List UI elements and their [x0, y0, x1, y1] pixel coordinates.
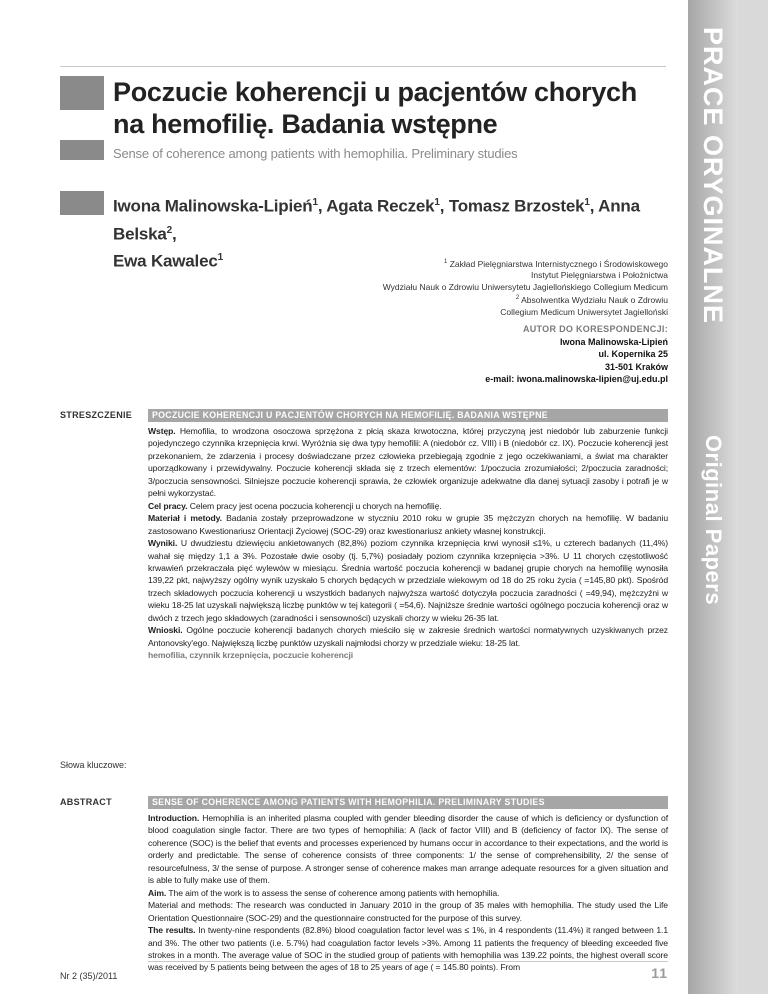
author-affil-sup: 1 [584, 197, 590, 208]
bottom-rule [148, 961, 668, 962]
issue-number: Nr 2 (35)/2011 [60, 971, 118, 981]
affiliation-line: Instytut Pielęgniarstwa i Położnictwa [530, 270, 668, 281]
author-affil-sup: 1 [217, 252, 223, 264]
affiliations: $^1$ Zakład Pielęgniarstwa Internistycznego i Środowiskowego Instytut Pielęgniarstwa i Położnictwa Wydziału Nauk o Zdrowiu Uniwersytetu Jagiellońskiego Collegium Medicum $^2$ Absolwentka Wydziału Nauk o Zdrowiu Collegium Medicum Uniwersytet Jagielloński [248, 257, 668, 318]
article-title [113, 76, 673, 140]
streszczenie-label: STRESZCZENIE [60, 410, 133, 420]
page-number: 11 [651, 965, 668, 981]
methods-text: Material and methods: The research was conducted in January 2010 in the group of 35 males with hemophilia. The study used the Life Orientation Questionnaire (SOC-29) and the questionnaire constructed for the purpose of this survey. [148, 900, 668, 923]
top-rule [60, 66, 666, 67]
wnioski-text: Ogólne poczucie koherencji badanych chorych mieściło się w zakresie średnich wartości normatywnych uzyskiwanych przez Antonovsky'ego. Największą liczbę punktów uzyskali najmłodsi chorzy w przedziale wieku: 18-25 lat. [148, 625, 668, 648]
authors-block-marker [60, 191, 104, 215]
streszczenie-heading: POCZUCIE KOHERENCJI U PACJENTÓW CHORYCH NA HEMOFILIĘ. BADANIA WSTĘPNE [148, 409, 668, 422]
affiliation-line: Zakład Pielęgniarstwa Internistycznego i Środowiskowego [447, 258, 668, 269]
side-band [688, 0, 768, 994]
author-name: Ewa Kawalec [113, 251, 218, 271]
article-subtitle: Sense of coherence among patients with hemophilia. Preliminary studies [113, 146, 518, 161]
title-line-2: na hemofilię. Badania wstępne [113, 109, 498, 139]
aim-text: The aim of the work is to assess the sense of coherence among patients with hemophilia. [166, 887, 500, 898]
abstract-label: ABSTRACT [60, 797, 112, 807]
author-list: Iwona Malinowska-Lipień$^1$, Agata Reczek$^1$, Tomasz Brzostek$^1$, Anna Belska$^2$, Ewa Kawalec$^1$ [113, 196, 640, 271]
wstep-text: Hemofilia, to wrodzona osoczowa sprzężona z płcią skaza krwotoczna, której przyczyną jest niedobór lub zaburzenie funkcji pojedynczego czynnika krzepnięcia krwi. Wyróżnia się dwa typy hemofilii: A (niedobór cz. VIII) i B (niedobór cz. IX). Poczucie koherencji jest przekonaniem, że zdarzenia i procesy doświadczane przez człowieka przebiegają zgodnie z jego oczekiwaniami, a świat ma charakter uporządkowany i przewidywalny. Poczucie koherencji składa się z trzech elementów: 1/poczucia zrozumiałości; 2/poczucia zaradności; 3/poczucia sensowności. Silniejsze poczucie koherencji sprawia, że człowiek organizuje adekwatne dla danej sytuacji zasoby i potrafi je w pełni wykorzystać. [148, 426, 668, 499]
author-name: Iwona Malinowska-Lipień [113, 196, 313, 216]
author-name: Tomasz Brzostek [448, 196, 585, 216]
correspondence-email[interactable]: e-mail: iwona.malinowska-lipien@uj.edu.pl [485, 374, 668, 384]
correspondence-street: ul. Kopernika 25 [598, 349, 668, 359]
abstract-body: Introduction. Hemophilia is an inherited plasma coupled with gender bleeding disorder the cause of which is deficiency or dysfunction of blood coagulation single factor. There are two types of hemophilia: A (lack of factor VIII) and B (deficiency of factor IX). The sense of coherence (SOC) is the belief that events and processes experienced by humans occur in accordance to their expectations, and the world is orderly and predictable. The sense of coherence consists of three components: 1/ the sense of comprehensibility, 2/ the sense of resourcefulness, 3/ the sense of purpose. A stronger sense of coherence makes man arrange adequate resources for a given situation and is able to fully make use of them. Aim. The aim of the work is to assess the sense of coherence among patients with hemophilia. Material and methods: The research was conducted in January 2010 in the group of 35 males with hemophilia. The study used the Life Orientation Questionnaire (SOC-29) and the questionnaire constructed for the purpose of this survey. The results. In twenty-nine respondents (82.8%) blood coagulation factor level was ≤ 1%, in 4 respondents (11.4%) it ranged between 1.1 and 3%. The other two patients (i.e. 5.7%) had coagulation factor levels >3%. Among 11 patients the frequency of bleeding exceeded five strokes in a month. The average value of SOC in the studied group of patients with hemophilia was 139.22 points, the highest overall score was received by 5 patients being between the ages of 18 to 25 years of age ( = 145.80 points). From [148, 813, 668, 973]
author-affil-sup: 1 [434, 197, 440, 208]
correspondence-block [368, 323, 668, 386]
cel-text: Celem pracy jest ocena poczucia koherencji u chorych na hemofilię. [187, 500, 442, 511]
title-block-marker [60, 76, 104, 110]
title-line-1: Poczucie koherencji u pacjentów chorych [113, 77, 637, 107]
keywords-label: Słowa kluczowe: [60, 760, 127, 770]
streszczenie-body: Wstęp. Hemofilia, to wrodzona osoczowa sprzężona z płcią skaza krwotoczna, której przyczyną jest niedobór lub zaburzenie funkcji pojedynczego czynnika krzepnięcia krwi. Wyróżnia się dwa typy hemofilii: A (niedobór cz. VIII) i B (niedobór cz. IX). Poczucie koherencji jest przekonaniem, że zdarzenia i procesy doświadczane przez człowieka przebiegają zgodnie z jego oczekiwaniami, a świat ma charakter uporządkowany i przewidywalny. Poczucie koherencji składa się z trzech elementów: 1/poczucia zrozumiałości; 2/poczucia zaradności; 3/poczucia sensowności. Silniejsze poczucie koherencji sprawia, że człowiek organizuje adekwatne dla danej sytuacji zasoby i potrafi je w pełni wykorzystać. Cel pracy. Celem pracy jest ocena poczucia koherencji u chorych na hemofilię. Materiał i metody. Badania zostały przeprowadzone w styczniu 2010 roku w grupie 35 mężczyzn chorych na hemofilię. W badaniu zastosowano Kwestionariusz Orientacji Życiowej (SOC-29) oraz kwestionariusz ankiety własnej konstrukcji. Wyniki. U dwudziestu dziewięciu ankietowanych (82,8%) poziom czynnika krzepnięcia krwi wynosił ≤1%, u czterech badanych (11,4%) wahał się między 1,1 a 3%. Pozostałe dwie osoby (tj. 5,7%) posiadały poziom czynnika krzepnięcia >3%. U 11 chorych częstotliwość krwawień przekraczała pięć wylewów w miesiącu. Średnia wartość poczucia koherencji w badanej grupie chorych na hemofilię wynosiła 139,22 pkt, najwyższy ogólny wynik uzyskało 5 chorych będących w przedziale wiekowym od 18 do 25 roku życia ( =145,80 pkt). Spośród trzech składowych poczucia koherencji u wszystkich badanych najwyższa wartość dotyczyła poczucia zaradności ( =49,94), mężczyźni w wieku 18-25 lat uzyskali największą liczbę punktów w tej kategorii ( =54,6). Najniższe średnie wartości ogólnego poczucia koherencji oraz w dwóch z trzech jego składowych (zaradności i sensowności) uzyskali chorzy w wieku 26-35 lat. Wnioski. Ogólne poczucie koherencji badanych chorych mieściło się w zakresie średnich wartości normatywnych uzyskiwanych przez Antonovsky'ego. Największą liczbę punktów uzyskali najmłodsi chorzy w przedziale wieku: 18-25 lat. hemofilia, czynnik krzepnięcia, poczucie koherencji [148, 426, 669, 661]
wyniki-text: U dwudziestu dziewięciu ankietowanych (82,8%) poziom czynnika krzepnięcia krwi wynosił ≤1%, u czterech badanych (11,4%) wahał się między 1,1 a 3%. Pozostałe dwie osoby (tj. 5,7%) posiadały poziom czynnika krzepnięcia >3%. U 11 chorych częstotliwość krwawień przekraczała pięć wylewów w miesiącu. Średnia wartość poczucia koherencji w badanej grupie chorych na hemofilię wynosiła 139,22 pkt, najwyższy ogólny wynik uzyskało 5 chorych będących w przedziale wiekowym od 18 do 25 roku życia ( =145,80 pkt). Spośród trzech składowych poczucia koherencji u wszystkich badanych najwyższa wartość dotyczyła poczucia zaradności ( =49,94), mężczyźni w wieku 18-25 lat uzyskali największą liczbę punktów w tej kategorii ( =54,6). Najniższe średnie wartości ogólnego poczucia koherencji oraz w dwóch z trzech jego składowych (zaradności i sensowności) uzyskali chorzy w wieku 26-35 lat. [148, 538, 668, 623]
keywords-text: hemofilia, czynnik krzepnięcia, poczucie koherencji [148, 650, 354, 661]
results-text: In twenty-nine respondents (82.8%) blood coagulation factor level was ≤ 1%, in 4 respondents (11.4%) it ranged between 1.1 and 3%. The other two patients (i.e. 5.7%) had coagulation factor levels >3%. Among 11 patients the frequency of bleeding exceeded five strokes in a month. The average value of SOC in the studied group of patients with hemophilia was 139.22 points, the highest overall score was received by 5 patients being between the ages of 18 to 25 years of age ( = 145.80 points). From [148, 925, 668, 973]
affiliation-line: Collegium Medicum Uniwersytet Jagielloński [500, 306, 668, 317]
author-name: Anna Belska [113, 196, 640, 244]
author-affil-sup: 2 [166, 224, 172, 236]
abstract-heading: SENSE OF COHERENCE AMONG PATIENTS WITH HEMOPHILIA. PRELIMINARY STUDIES [148, 796, 668, 809]
introduction-text: Hemophilia is an inherited plasma coupled with gender bleeding disorder the cause of which is deficiency or dysfunction of blood coagulation single factor. There are two types of hemophilia: A (lack of factor VIII) and B (deficiency of factor IX). The sense of coherence (SOC) is the belief that events and processes experienced by humans occur in accordance to their expectations, and the world is orderly and predictable. The sense of coherence consists of three components: 1/ the sense of comprehensibility, 2/ the sense of resourcefulness, 3/ the sense of purpose. A stronger sense of coherence makes man arrange adequate resources for a given situation and is able to fully make use of them. [148, 813, 668, 886]
side-label-english: Original Papers [701, 434, 726, 606]
subtitle-block-marker [60, 140, 104, 160]
correspondence-city: 31-501 Kraków [604, 361, 668, 372]
author-name: Agata Reczek [326, 196, 435, 216]
correspondence-label: AUTOR DO KORESPONDENCJI: [522, 324, 668, 334]
affiliation-line: Wydziału Nauk o Zdrowiu Uniwersytetu Jagiellońskiego Collegium Medicum [382, 281, 668, 292]
affiliation-line: Absolwentka Wydziału Nauk o Zdrowiu [519, 295, 668, 306]
author-affil-sup: 1 [312, 197, 318, 208]
material-text: Badania zostały przeprowadzone w styczniu 2010 roku w grupie 35 mężczyzn chorych na hemofilię. W badaniu zastosowano Kwestionariusz Orientacji Życiowej (SOC-29) oraz kwestionariusz ankiety własnej konstrukcji. [148, 513, 669, 536]
correspondence-name: Iwona Malinowska-Lipień [559, 336, 668, 347]
side-label-polish: PRACE ORYGINALNE [698, 26, 729, 324]
